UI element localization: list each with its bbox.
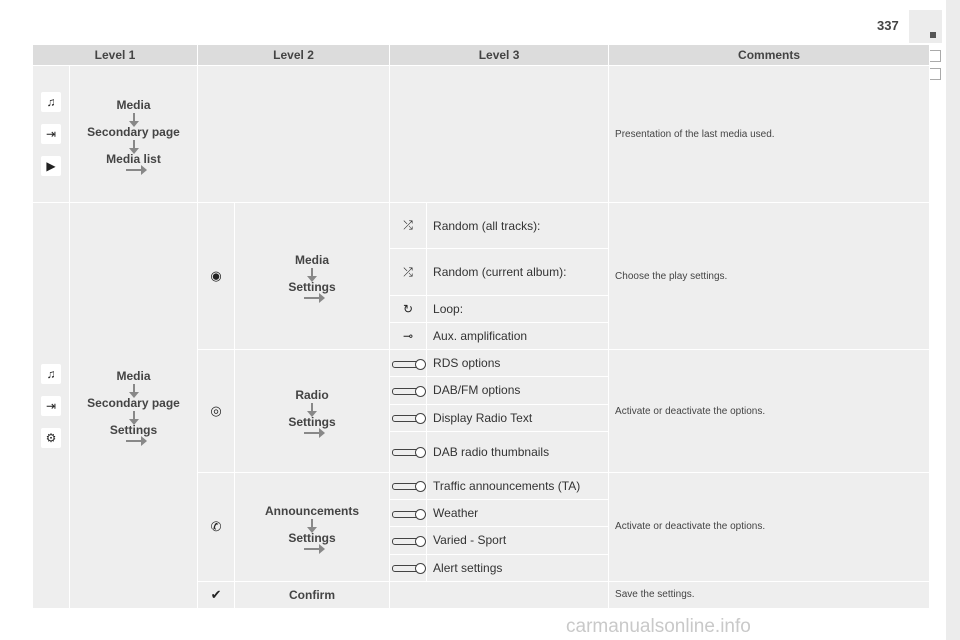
header-row	[33, 45, 930, 66]
level3-empty	[390, 66, 609, 203]
toggle-icon[interactable]	[392, 415, 424, 422]
comment-radio-options: Activate or deactivate the options.	[609, 350, 930, 473]
toggle-cell	[390, 500, 427, 527]
path-secondary-page: Secondary page	[87, 396, 180, 411]
arrow-down-icon	[311, 268, 313, 279]
announcement-icon: ✆	[210, 518, 222, 534]
toggle-icon[interactable]	[392, 511, 424, 518]
toggle-icon[interactable]	[392, 538, 424, 545]
side-square	[929, 50, 941, 62]
side-square	[929, 68, 941, 80]
secondary-page-icon: ⇥	[41, 396, 61, 416]
arrow-down-icon	[311, 519, 313, 530]
header-level3: Level 3	[390, 45, 609, 66]
option-random-all[interactable]: Random (all tracks):	[427, 203, 609, 249]
option-weather[interactable]: Weather	[427, 500, 609, 527]
path-media-list: Media list	[106, 151, 161, 166]
confirm-button[interactable]: Confirm	[235, 581, 390, 608]
corner-dot	[930, 32, 936, 38]
option-random-album[interactable]: Random (current album):	[427, 249, 609, 295]
header-level1: Level 1	[33, 45, 198, 66]
aux-icon: ⊸	[390, 322, 427, 349]
arrow-right-icon	[304, 297, 320, 299]
header-level2: Level 2	[198, 45, 390, 66]
table-row	[33, 66, 930, 203]
toggle-icon[interactable]	[392, 483, 424, 490]
secondary-page-icon: ⇥	[41, 124, 61, 144]
level1-icons	[33, 66, 70, 203]
watermark: carmanualsonline.info	[566, 616, 751, 637]
path-media: Media	[116, 369, 151, 384]
level2-announcements-path	[235, 472, 390, 581]
media-list-icon: ▶	[41, 156, 61, 176]
path-settings: Settings	[109, 423, 158, 438]
table-row	[33, 203, 930, 249]
level1-path	[70, 66, 198, 203]
media-icon: ♫	[41, 92, 61, 112]
path-settings: Settings	[288, 415, 336, 430]
corner-tab	[909, 10, 942, 43]
page-number: 337	[877, 18, 899, 33]
level2-media-path	[235, 203, 390, 350]
option-traffic-announcements[interactable]: Traffic announcements (TA)	[427, 472, 609, 499]
arrow-down-icon	[133, 384, 135, 395]
comment-save: Save the settings.	[609, 581, 930, 608]
option-loop[interactable]: Loop:	[427, 295, 609, 322]
media-settings-icon: ◉	[210, 268, 222, 284]
settings-table	[32, 44, 930, 609]
toggle-cell	[390, 527, 427, 554]
shuffle-icon: ⤮	[390, 203, 427, 249]
comment-announcement-options: Activate or deactivate the options.	[609, 472, 930, 581]
toggle-cell	[390, 472, 427, 499]
checkmark-icon-cell	[198, 581, 235, 608]
arrow-right-icon	[304, 432, 320, 434]
settings-icon: ⚙	[41, 428, 61, 448]
media-settings-icon-cell	[198, 203, 235, 350]
path-secondary-page: Secondary page	[87, 124, 180, 139]
toggle-cell	[390, 404, 427, 431]
shuffle-icon: ⤮	[390, 249, 427, 295]
path-announcements: Announcements	[265, 503, 360, 518]
path-media: Media	[116, 97, 151, 112]
toggle-cell	[390, 554, 427, 581]
level1-path	[70, 203, 198, 609]
arrow-down-icon	[133, 411, 135, 422]
level2-radio-path	[235, 350, 390, 473]
toggle-icon[interactable]	[392, 565, 424, 572]
option-alert-settings[interactable]: Alert settings	[427, 554, 609, 581]
header-comments: Comments	[609, 45, 930, 66]
arrow-down-icon	[133, 113, 135, 124]
level3-empty	[390, 581, 609, 608]
option-dab-fm[interactable]: DAB/FM options	[427, 377, 609, 404]
option-radio-text[interactable]: Display Radio Text	[427, 404, 609, 431]
toggle-cell	[390, 431, 427, 472]
toggle-icon[interactable]	[392, 361, 424, 368]
side-strip	[946, 0, 960, 640]
arrow-right-icon	[126, 169, 142, 171]
option-aux-amplification[interactable]: Aux. amplification	[427, 322, 609, 349]
loop-icon: ↻	[390, 295, 427, 322]
radio-icon-cell	[198, 350, 235, 473]
arrow-right-icon	[304, 548, 320, 550]
option-dab-thumbnails[interactable]: DAB radio thumbnails	[427, 431, 609, 472]
path-radio: Radio	[295, 388, 329, 403]
option-rds[interactable]: RDS options	[427, 350, 609, 377]
arrow-right-icon	[126, 440, 142, 442]
checkmark-icon: ✔	[210, 586, 222, 602]
announcement-icon-cell	[198, 472, 235, 581]
path-media: Media	[295, 253, 330, 268]
radio-icon: ◎	[210, 403, 222, 419]
path-settings: Settings	[288, 280, 336, 295]
level2-empty	[198, 66, 390, 203]
media-icon: ♫	[41, 364, 61, 384]
toggle-cell	[390, 350, 427, 377]
path-settings: Settings	[288, 530, 336, 545]
level1-icons	[33, 203, 70, 609]
comment-play-settings: Choose the play settings.	[609, 203, 930, 350]
toggle-icon[interactable]	[392, 388, 424, 395]
comment-media: Presentation of the last media used.	[609, 66, 930, 203]
toggle-icon[interactable]	[392, 449, 424, 456]
toggle-cell	[390, 377, 427, 404]
arrow-down-icon	[133, 140, 135, 151]
option-varied-sport[interactable]: Varied - Sport	[427, 527, 609, 554]
arrow-down-icon	[311, 403, 313, 414]
